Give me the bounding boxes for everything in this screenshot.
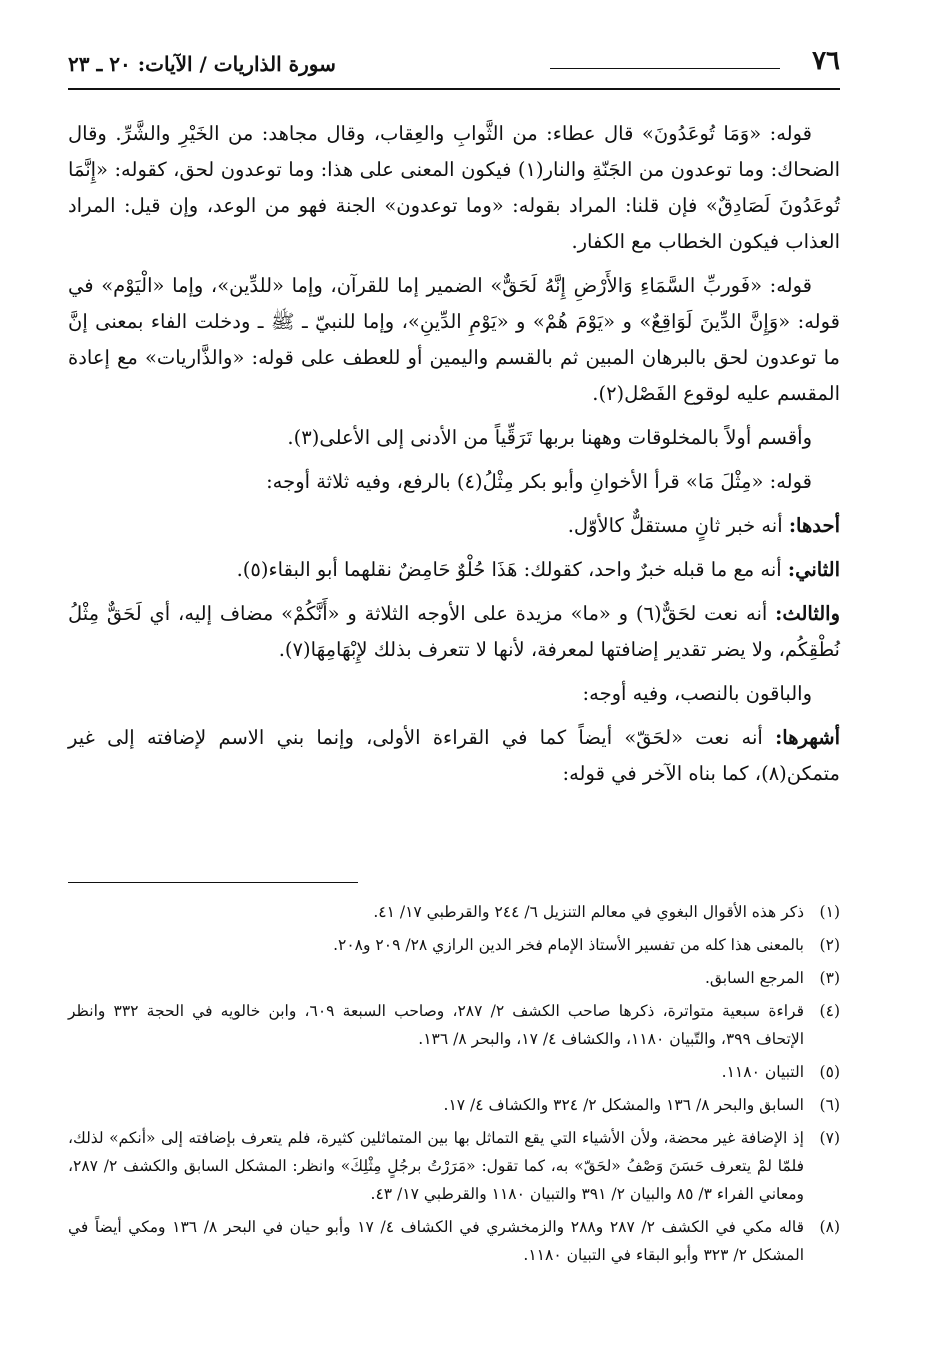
footnote [68, 931, 840, 959]
footnote [68, 964, 840, 992]
main-text [68, 116, 840, 800]
paragraph [68, 116, 840, 260]
footnote-text: السابق والبحر ٨/ ١٣٦ والمشكل ٢/ ٣٢٤ والكشاف ٤/ ١٧. [443, 1096, 804, 1114]
paragraph-text: وأقسم أولاً بالمخلوقات وههنا بربها تَرَقِّياً من الأدنى إلى الأعلى(٣). [287, 426, 812, 449]
footnote-text: التبيان ١١٨٠. [721, 1063, 804, 1081]
paragraph [68, 596, 840, 668]
paragraph-lead: الثاني: [787, 558, 840, 581]
footnote-text: قراءة سبعية متواترة، ذكرها صاحب الكشف ٢/ ٢٨٧، وصاحب السبعة ٦٠٩، وابن خالويه في الحجة ٣٣٢ وانظر الإتحاف ٣٩٩، والتّبيان ١١٨٠، والكشاف ٤/ ١٧، والبحر ٨/ ١٣٦. [68, 1002, 804, 1048]
paragraph [68, 508, 840, 544]
paragraph-text: أنه مع ما قبله خبرٌ واحد، كقولك: هَذَا حُلْوٌ حَامِضٌ نقلهما أبو البقاء(٥). [236, 558, 782, 581]
paragraph-text: قوله: «مِثْلَ مَا» قرأ الأخوانِ وأبو بكر مِثْلُ(٤) بالرفع، وفيه ثلاثة أوجه: [266, 470, 812, 493]
footnote-number: (٦) [819, 1096, 840, 1114]
page-header [68, 44, 840, 90]
paragraph-text: أنه خبر ثانٍ مستقلٌّ كالأوّل. [567, 514, 783, 537]
page-number: ٧٦ [812, 46, 840, 76]
footnote-text: قاله مكي في الكشف ٢/ ٢٨٧ و٢٨٨ والزمخشري في الكشاف ٤/ ١٧ وأبو حيان في البحر ٨/ ١٣٦ ومكي أيضاً في المشكل ٢/ ٣٢٣ وأبو البقاء في التبيان ١١٨٠. [68, 1218, 805, 1264]
footnote [68, 1213, 840, 1269]
footnote [68, 997, 840, 1053]
footnote-number: (٨) [819, 1218, 840, 1236]
paragraph-text: أنه نعت لحَقٌّ(٦) و «ما» مزيدة على الأوجه الثلاثة و «أَنَّكُمْ» مضاف إليه، أي لَحَقٌّ مِثْلُ نُطْقِكُم، ولا يضر تقدير إضافتها لمعرفة، لأنها لا تتعرف بذلك لإِبْهَامِهَا(٧). [68, 602, 840, 661]
footnote-number: (٧) [819, 1129, 840, 1147]
footnote-number: (٢) [819, 936, 840, 954]
footnote-separator [68, 882, 358, 883]
footnotes [68, 898, 840, 1274]
paragraph-lead: أحدها: [788, 514, 840, 537]
footnote [68, 1124, 840, 1208]
paragraph [68, 720, 840, 792]
footnote-text: إذ الإضافة غير محضة، ولأن الأشياء التي يقع التماثل بها بين المتماثلين كثيرة، فلم يتعرف بإضافته إلى «أنكم» لذلك، فلمّا لمْ يتعرف حَسَنَ وَصْفُ «لحَقّ» به، كما تقول: «مَرَرْتُ برجُلٍ مِثْلِكَ» وانظر: المشكل السابق والكشف ٢/ ٢٨٧، ومعاني الفراء ٣/ ٨٥ والبيان ٢/ ٣٩١ والتبيان ١١٨٠ والقرطبي ١٧/ ٤٣. [68, 1129, 805, 1203]
book-page [68, 44, 840, 1344]
paragraph-text: أنه نعت «لحَقّ» أيضاً كما في القراءة الأولى، وإنما بني الاسم لإضافته إلى غير متمكن(٨)، كما بناه الآخر في قوله: [68, 726, 840, 785]
paragraph [68, 676, 840, 712]
paragraph [68, 268, 840, 412]
footnote [68, 1058, 840, 1086]
paragraph [68, 420, 840, 456]
running-title: سورة الذاريات / الآيات: ٢٠ ـ ٢٣ [68, 52, 336, 76]
paragraph-lead: أشهرها: [775, 726, 840, 749]
footnote-text: المرجع السابق. [704, 969, 804, 987]
footnote-text: بالمعنى هذا كله من تفسير الأستاذ الإمام فخر الدين الرازي ٢٨/ ٢٠٩ و٢٠٨. [333, 936, 804, 954]
paragraph-text: قوله: «فَوربِّ السَّمَاءِ وَالأَرْضِ إِنَّهُ لَحَقٌّ» الضمير إما للقرآن، وإما «للدِّين»، وإما «الْيَوْم» في قوله: «وَإِنَّ الدِّينَ لَوَاقِعٌ» و «يَوْمَ هُمْ» و «يَوْمِ الدِّينِ»، وإما للنبيّ ـ ﷺ ـ ودخلت الفاء بمعنى إنَّ ما توعدون لحق بالبرهان المبين ثم بالقسم واليمين أو للعطف على قوله: «والذَّاريات» مع إعادة المقسم عليه لوقوع الفَصْل(٢). [68, 274, 840, 405]
footnote-number: (٤) [819, 1002, 840, 1020]
header-rule [550, 68, 780, 69]
paragraph-lead: والثالث: [775, 602, 841, 625]
footnote-number: (١) [819, 903, 840, 921]
paragraph [68, 464, 840, 500]
paragraph [68, 552, 840, 588]
footnote [68, 1091, 840, 1119]
footnote-number: (٣) [819, 969, 840, 987]
paragraph-text: قوله: «وَمَا تُوعَدُونَ» قال عطاء: من الثَّوابِ والعِقاب، وقال مجاهد: من الخَيْرِ والشَّرِّ. وقال الضحاك: وما توعدون من الجَنّةِ والنار(١) فيكون المعنى على هذا: وما توعدون لحق، كقوله: «إِنَّمَا تُوعَدُونَ لَصَادِقٌ» فإن قلنا: المراد بقوله: «وما توعدون» الجنة فهو من الوعد، وإن قيل: المراد العذاب فيكون الخطاب مع الكفار. [68, 122, 841, 253]
footnote [68, 898, 840, 926]
paragraph-text: والباقون بالنصب، وفيه أوجه: [582, 682, 812, 705]
footnote-number: (٥) [819, 1063, 840, 1081]
footnote-text: ذكر هذه الأقوال البغوي في معالم التنزيل ٦/ ٢٤٤ والقرطبي ١٧/ ٤١. [373, 903, 804, 921]
